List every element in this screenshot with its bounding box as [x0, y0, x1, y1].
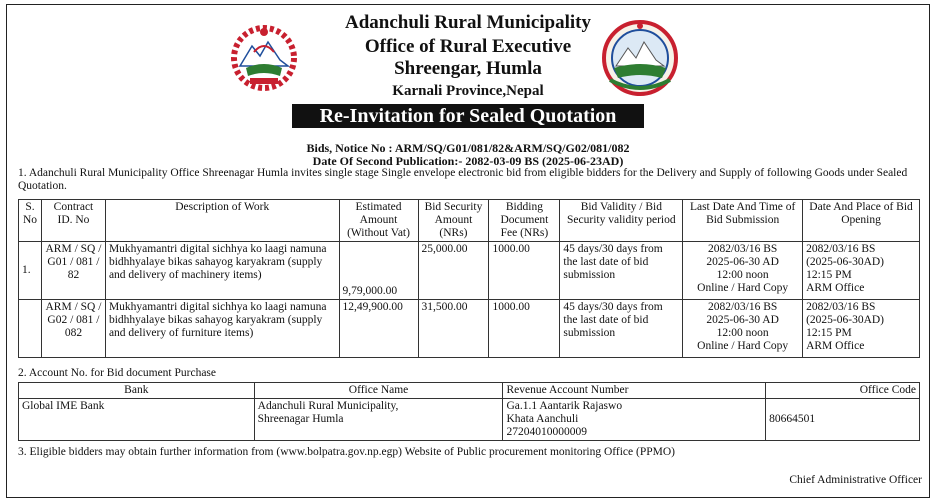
- header-opening-date: Date And Place of Bid Opening: [803, 200, 920, 242]
- opening-date-bs: 2082/03/16 BS: [806, 243, 876, 255]
- revenue-account-number: 27204010000009: [506, 426, 587, 438]
- row-opening-date: [803, 300, 920, 358]
- header-estimated-amount: Estimated Amount (Without Vat): [339, 200, 418, 242]
- account-section-title: 2. Account No. for Bid document Purchase: [18, 367, 217, 379]
- municipality-name: Adanchuli Rural Municipality: [345, 12, 591, 33]
- revenue-account-cell: [503, 399, 766, 441]
- row-bid-validity: 45 days/30 days from the last date of bid submission: [560, 300, 683, 358]
- header-document-fee: Bidding Document Fee (NRs): [489, 200, 560, 242]
- row-document-fee: 1000.00: [489, 300, 560, 358]
- row-bid-validity: 45 days/30 days from the last date of bid submission: [560, 242, 683, 300]
- account-header-row: [19, 383, 920, 399]
- table-row: [19, 300, 920, 358]
- bank-name: Global IME Bank: [19, 399, 255, 441]
- row-estimated-amount: 12,49,900.00: [339, 300, 418, 358]
- row-bid-security: 31,500.00: [418, 300, 489, 358]
- row-description: Mukhyamantri digital sichhya ko laagi namuna bidhhyalaye bikas sahayog karyakram (supply and delivery of furniture items): [105, 300, 339, 358]
- table-row: [19, 242, 920, 300]
- opening-place: ARM Office: [806, 282, 865, 294]
- bid-items-table: [18, 199, 920, 358]
- row-description: Mukhyamantri digital sichhya ko laagi namuna bidhhyalaye bikas sahayog karyakram (supply and delivery of machinery items): [105, 242, 339, 300]
- opening-time: 12:15 PM: [806, 327, 852, 339]
- last-date-ad: 2025-06-30 AD: [706, 314, 779, 326]
- opening-time: 12:15 PM: [806, 269, 852, 281]
- last-date-ad: 2025-06-30 AD: [706, 256, 779, 268]
- opening-date-ad: (2025-06-30AD): [806, 256, 885, 268]
- row-opening-date: [803, 242, 920, 300]
- publication-date: Date Of Second Publication:- 2082-03-09 BS (2025-06-23AD): [312, 154, 624, 168]
- last-date-mode: Online / Hard Copy: [697, 282, 789, 294]
- last-date-time: 12:00 noon: [716, 269, 769, 281]
- opening-date-ad: (2025-06-30AD): [806, 314, 885, 326]
- table-header-row: [19, 200, 920, 242]
- last-date-time: 12:00 noon: [716, 327, 769, 339]
- header-bid-validity: Bid Validity / Bid Security validity period: [560, 200, 683, 242]
- opening-date-bs: 2082/03/16 BS: [806, 301, 876, 313]
- notice-banner: Re-Invitation for Sealed Quotation: [292, 104, 644, 128]
- header-office-code: Office Code: [766, 383, 920, 399]
- header-bid-security: Bid Security Amount (NRs): [418, 200, 489, 242]
- bids-notice-number: Bids, Notice No : ARM/SQ/G01/081/82&ARM/SQ/G02/081/082: [306, 141, 630, 155]
- row-sno: [19, 300, 42, 358]
- row-contract-id: ARM / SQ / G01 / 081 / 82: [41, 242, 105, 300]
- office-code: 80664501: [766, 399, 920, 441]
- revenue-line-2: Khata Aanchuli: [506, 413, 579, 425]
- header-sno: S. No: [19, 200, 42, 242]
- row-last-date: [683, 300, 803, 358]
- account-table: [18, 382, 920, 441]
- office-name-cell: Adanchuli Rural Municipality, Shreenagar Humla: [254, 399, 503, 441]
- header-bank: Bank: [19, 383, 255, 399]
- opening-place: ARM Office: [806, 340, 865, 352]
- account-row: [19, 399, 920, 441]
- header-office-name: Office Name: [254, 383, 503, 399]
- header-revenue-account: Revenue Account Number: [503, 383, 766, 399]
- row-bid-security: 25,000.00: [418, 242, 489, 300]
- header-description: Description of Work: [105, 200, 339, 242]
- row-contract-id: ARM / SQ / G02 / 081 / 082: [41, 300, 105, 358]
- last-date-mode: Online / Hard Copy: [697, 340, 789, 352]
- invitation-paragraph: 1. Adanchuli Rural Municipality Office Shreenagar Humla invites single stage Single envelope electronic bid from eligible bidders for the Delivery and Supply of following Goods under Sealed Quotation.: [18, 167, 908, 192]
- header-last-date: Last Date And Time of Bid Submission: [683, 200, 803, 242]
- further-info-text: 3. Eligible bidders may obtain further information from (www.bolpatra.gov.np.egp) Website of Public procurement monitoring Office (PPMO): [18, 446, 675, 458]
- signatory-title: Chief Administrative Officer: [789, 474, 922, 486]
- row-sno: 1.: [19, 242, 42, 300]
- office-name: Office of Rural Executive: [364, 36, 572, 57]
- row-document-fee: 1000.00: [489, 242, 560, 300]
- office-location: Shreengar, Humla: [394, 58, 542, 79]
- last-date-bs: 2082/03/16 BS: [707, 243, 778, 255]
- row-last-date: [683, 242, 803, 300]
- last-date-bs: 2082/03/16 BS: [707, 301, 778, 313]
- header-contract-id: Contract ID. No: [41, 200, 105, 242]
- row-estimated-amount: 9,79,000.00: [339, 242, 418, 300]
- province-name: Karnali Province,Nepal: [392, 83, 544, 99]
- revenue-line-1: Ga.1.1 Aantarik Rajaswo: [506, 400, 623, 412]
